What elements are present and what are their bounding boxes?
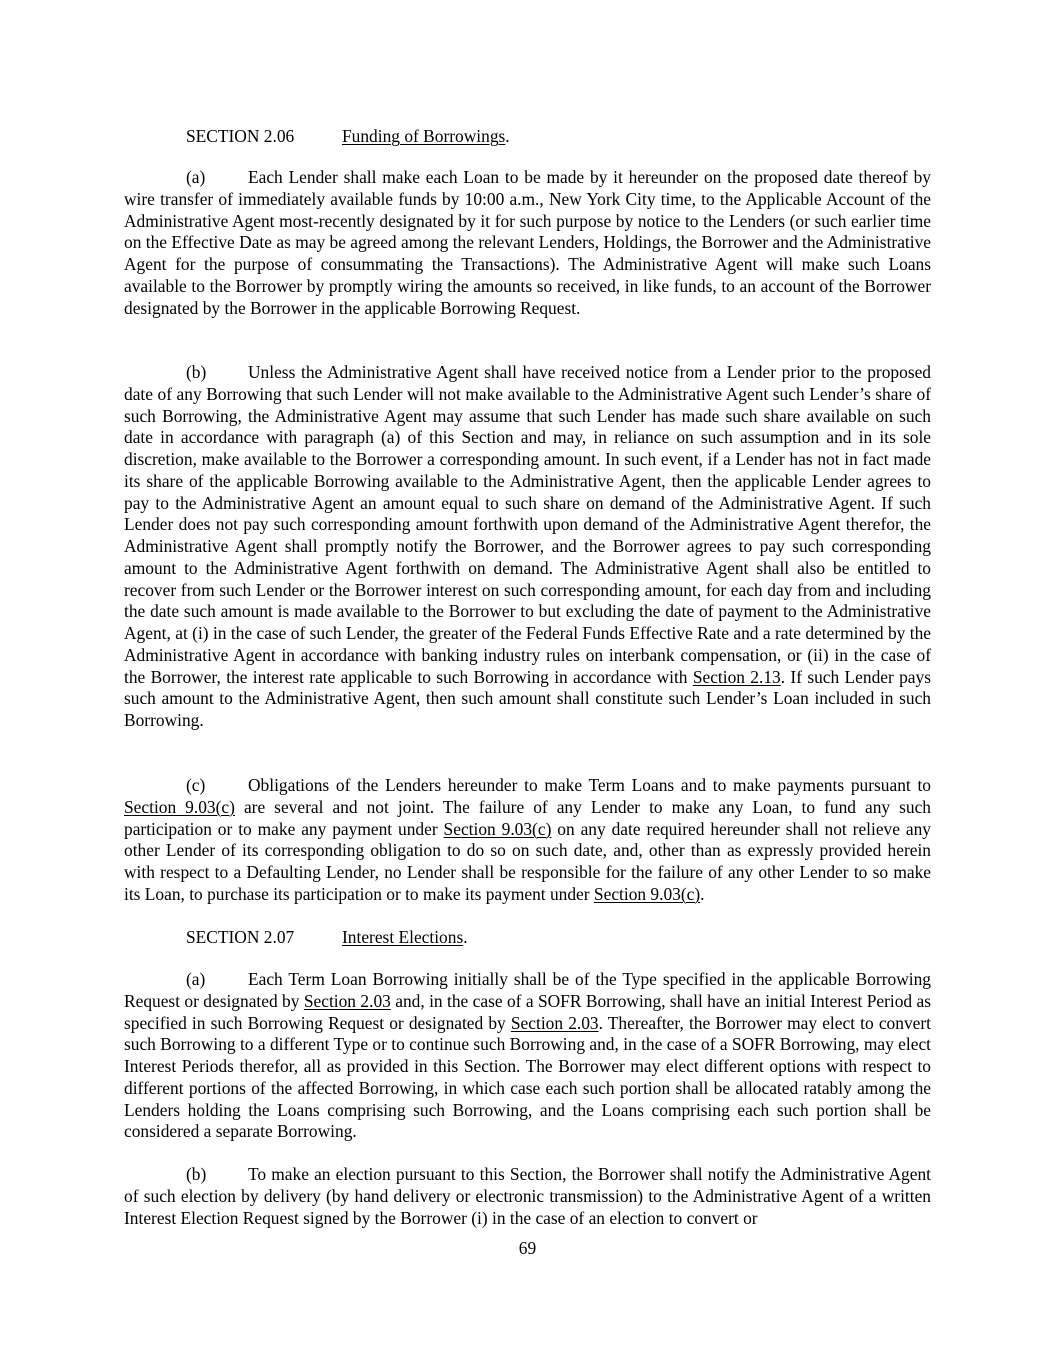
paragraph-text: Each Term Loan Borrowing initially shall be of the Type specified in the applicable Borrowing Request or designated by [124,969,931,1011]
paragraph-text: and, in the case of a SOFR Borrowing, shall have an initial Interest Period as specified in such Borrowing Request or designated by [124,990,931,1033]
section-number: SECTION 2.07 [186,927,295,947]
section-2-06-paragraph-c [124,775,931,906]
section-title-period: . [463,927,468,947]
section-title: Funding of Borrowings [342,126,506,146]
paragraph-text: . If such Lender pays such amount to the Administrative Agent, then such amount shall constitute such Lender’s Loan included in such Borrowing. [124,666,931,730]
section-reference-link: Section 9.03(c) [593,883,701,904]
section-2-07-paragraph-b [124,1164,931,1229]
paragraph-label: (a) [186,969,206,989]
paragraph-label: (b) [186,362,207,382]
section-reference-link: Section 9.03(c) [443,818,552,839]
paragraph-text: To make an election pursuant to this Section, the Borrower shall notify the Administrative Agent of such election by delivery (by hand delivery or electronic transmission) to the Administrative Agent of a written Interest Election Request signed by the Borrower (i) in the case of an election to convert or [124,1164,931,1228]
paragraph-label: (c) [186,775,206,795]
section-2-07-paragraph-a [124,969,931,1143]
section-2-06-paragraph-a [124,167,931,319]
section-title: Interest Elections [342,927,464,947]
section-reference-link: Section 2.03 [510,1012,599,1033]
section-2-06-heading [186,126,931,148]
paragraph-text: Unless the Administrative Agent shall have received notice from a Lender prior to the proposed date of any Borrowing that such Lender will not make available to the Administrative Agent such Lender’s share of such Borrowing, the Administrative Agent may assume that such Lender has made such share available on such date in accordance with paragraph (a) of this Section and may, in reliance on such assumption and in its sole discretion, make available to the Borrower a corresponding amount. In such event, if a Lender has not in fact made its share of the applicable Borrowing available to the Administrative Agent, then the applicable Lender agrees to pay to the Administrative Agent an amount equal to such share on demand of the Administrative Agent. If such Lender does not pay such corresponding amount forthwith upon demand of the Administrative Agent therefor, the Administrative Agent shall promptly notify the Borrower, and the Borrower agrees to pay such corresponding amount to the Administrative Agent forthwith on demand. The Administrative Agent shall also be entitled to recover from such Lender or the Borrower interest on such corresponding amount, for each day from and including the date such amount is made available to the Borrower to but excluding the date of payment to the Administrative Agent, at (i) in the case of such Lender, the greater of the Federal Funds Effective Rate and a rate determined by the Administrative Agent in accordance with banking industry rules on interbank compensation, or (ii) in the case of the Borrower, the interest rate applicable to such Borrowing in accordance with [124,362,931,687]
paragraph-text: Each Lender shall make each Loan to be made by it hereunder on the proposed date thereof by wire transfer of immediately available funds by 10:00 a.m., New York City time, to the Applicable Account of the Administrative Agent most-recently designated by it for such purpose by notice to the Lenders (or such earlier time on the Effective Date as may be agreed among the relevant Lenders, Holdings, the Borrower and the Administrative Agent for the purpose of consummating the Transactions). The Administrative Agent will make such Loans available to the Borrower by promptly wiring the amounts so received, in like funds, to an account of the Borrower designated by the Borrower in the applicable Borrowing Request. [124,167,931,318]
paragraph-text: . Thereafter, the Borrower may elect to convert such Borrowing to a different Type or to continue such Borrowing and, in the case of a SOFR Borrowing, may elect Interest Periods therefor, all as provided in this Section. The Borrower may elect different options with respect to different portions of the affected Borrowing, in which case each such portion shall be allocated ratably among the Lenders holding the Loans comprising such Borrowing, and the Loans comprising each such portion shall be considered a separate Borrowing. [124,1012,931,1142]
section-number: SECTION 2.06 [186,126,295,146]
paragraph-text: Obligations of the Lenders hereunder to make Term Loans and to make payments pursuant to [248,775,931,795]
paragraph-label: (a) [186,167,206,187]
paragraph-label: (b) [186,1164,207,1184]
paragraph-text: . [700,883,705,904]
page-number: 69 [518,1238,537,1258]
paragraph-text: are several and not joint. The failure of any Lender to make any Loan, to fund any such participation or to make any payment under [124,796,931,839]
paragraph-text: on any date required hereunder shall not relieve any other Lender of its corresponding obligation to do so on such date, and, other than as expressly provided herein with respect to a Defaulting Lender, no Lender shall be responsible for the failure of any other Lender to so make its Loan, to purchase its participation or to make its payment under [124,818,931,904]
section-reference-link: Section 9.03(c) [124,796,235,817]
section-reference-link: Section 2.03 [303,990,391,1011]
section-2-07-heading [186,927,931,949]
section-title-period: . [505,126,510,146]
section-reference-link: Section 2.13 [692,666,781,687]
section-2-06-paragraph-b [124,362,931,732]
